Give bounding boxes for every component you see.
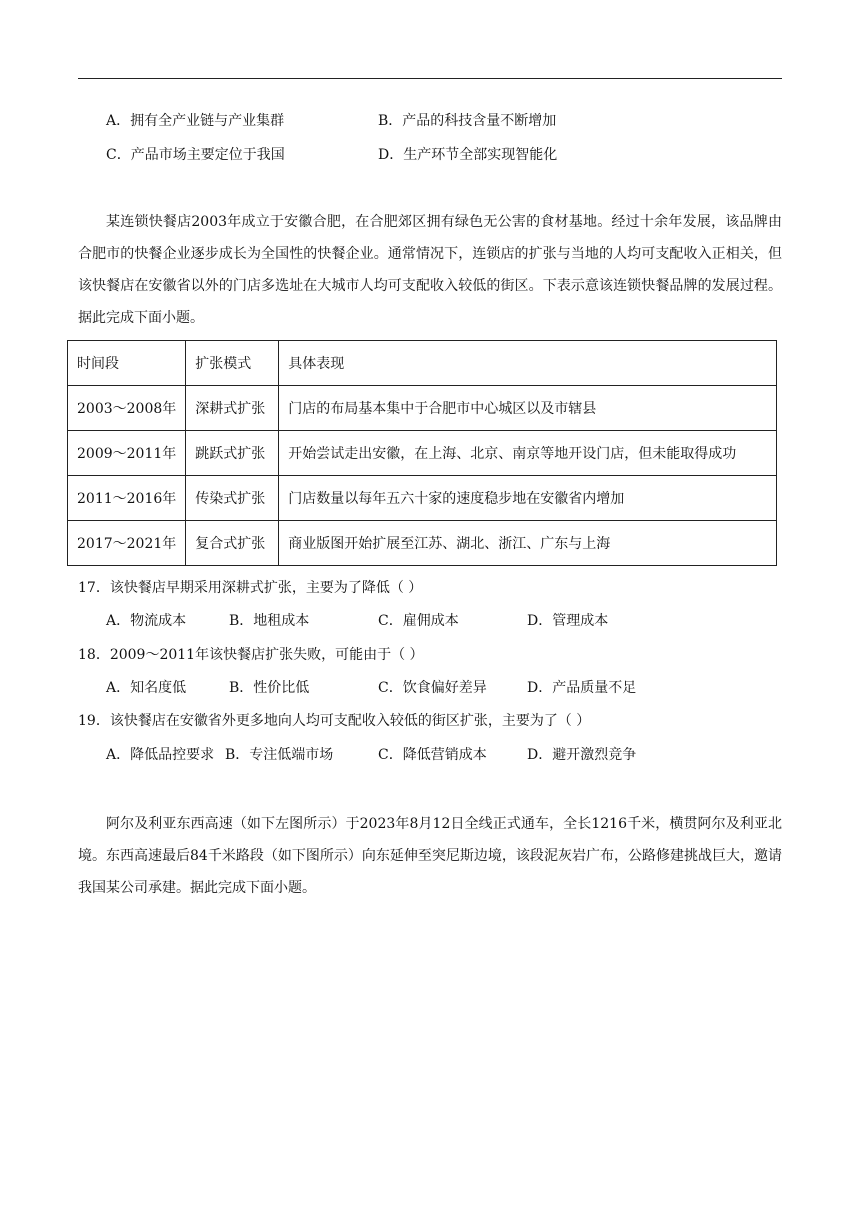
table-cell: 2017～2021年	[68, 521, 186, 566]
q17-option-d[interactable]: D．管理成本	[527, 613, 609, 629]
table-row	[68, 386, 777, 431]
table-cell: 跳跃式扩张	[186, 431, 279, 476]
table-row	[68, 476, 777, 521]
q19-option-b[interactable]: B．专注低端市场	[225, 747, 334, 763]
table-cell: 深耕式扩张	[186, 386, 279, 431]
question-18-stem: 18．2009～2011年该快餐店扩张失败，可能由于（ ）	[78, 647, 424, 663]
table-header-cell: 扩张模式	[186, 341, 279, 386]
table-cell: 2011～2016年	[68, 476, 186, 521]
q19-option-d[interactable]: D．避开激烈竞争	[527, 747, 637, 763]
table-cell: 门店数量以每年五六十家的速度稳步地在安徽省内增加	[279, 476, 777, 521]
question-19-stem: 19．该快餐店在安徽省外更多地向人均可支配收入较低的街区扩张，主要为了（ ）	[78, 713, 591, 729]
prev-option-d[interactable]: D．生产环节全部实现智能化	[378, 147, 558, 163]
passage-algeria-highway: 阿尔及利亚东西高速（如下左图所示）于2023年8月12日全线正式通车，全长1216千米，横贯阿尔及利亚北境。东西高速最后84千米路段（如下图所示）向东延伸至突尼斯边境，该段泥灰岩广布，公路修建挑战巨大，邀请我国某公司承建。据此完成下面小题。	[78, 816, 782, 896]
table-header-row	[68, 341, 777, 386]
q18-option-c[interactable]: C．饮食偏好差异	[378, 680, 487, 696]
table-row	[68, 431, 777, 476]
table-cell: 开始尝试走出安徽，在上海、北京、南京等地开设门店，但未能取得成功	[279, 431, 777, 476]
q18-option-a[interactable]: A．知名度低	[106, 680, 187, 696]
q17-option-a[interactable]: A．物流成本	[106, 613, 187, 629]
question-17-stem: 17．该快餐店早期采用深耕式扩张，主要为了降低（ ）	[78, 580, 423, 596]
q18-option-d[interactable]: D．产品质量不足	[527, 680, 637, 696]
table-row	[68, 521, 777, 566]
table-cell: 传染式扩张	[186, 476, 279, 521]
prev-option-c[interactable]: C．产品市场主要定位于我国	[106, 147, 285, 163]
table-cell: 复合式扩张	[186, 521, 279, 566]
header-rule	[78, 78, 782, 79]
table-cell: 2003～2008年	[68, 386, 186, 431]
passage-fast-food: 某连锁快餐店2003年成立于安徽合肥，在合肥郊区拥有绿色无公害的食材基地。经过十余年发展，该品牌由合肥市的快餐企业逐步成长为全国性的快餐企业。通常情况下，连锁店的扩张与当地的人均可支配收入正相关，但该快餐店在安徽省以外的门店多选址在大城市人均可支配收入较低的街区。下表示意该连锁快餐品牌的发展过程。据此完成下面小题。	[78, 214, 782, 326]
table-cell: 商业版图开始扩展至江苏、湖北、浙江、广东与上海	[279, 521, 777, 566]
q17-option-c[interactable]: C．雇佣成本	[378, 613, 459, 629]
table-cell: 2009～2011年	[68, 431, 186, 476]
table-header-cell: 具体表现	[279, 341, 777, 386]
table-header-cell: 时间段	[68, 341, 186, 386]
q19-option-a[interactable]: A．降低品控要求	[106, 747, 215, 763]
prev-option-b[interactable]: B．产品的科技含量不断增加	[378, 113, 557, 129]
q19-option-c[interactable]: C．降低营销成本	[378, 747, 487, 763]
q18-option-b[interactable]: B．性价比低	[229, 680, 310, 696]
expansion-table	[67, 340, 777, 566]
prev-option-a[interactable]: A．拥有全产业链与产业集群	[106, 113, 285, 129]
table-cell: 门店的布局基本集中于合肥市中心城区以及市辖县	[279, 386, 777, 431]
q17-option-b[interactable]: B．地租成本	[229, 613, 310, 629]
